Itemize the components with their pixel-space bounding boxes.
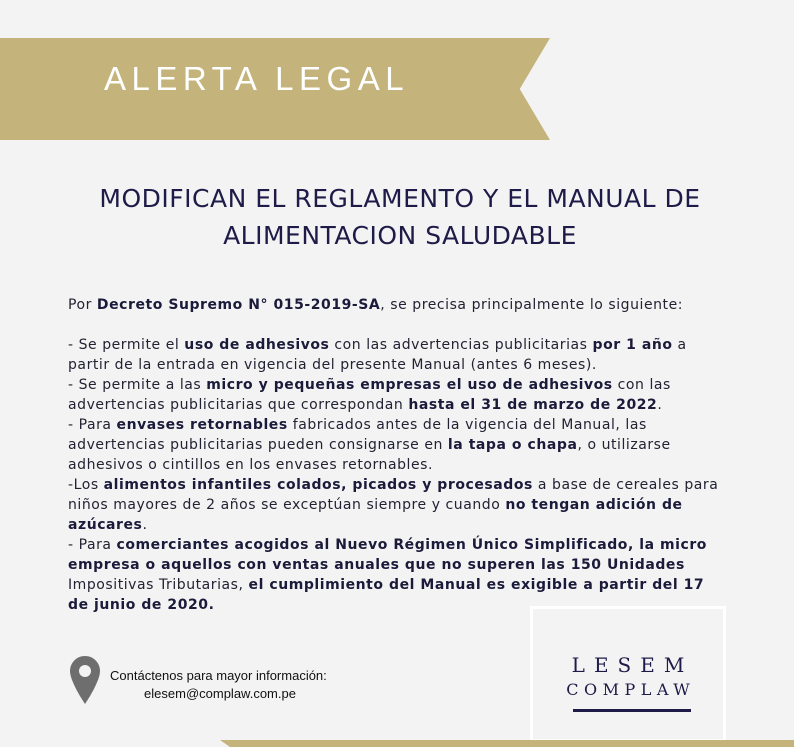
list-item: [68, 375, 720, 415]
alert-body: [68, 295, 720, 615]
item-text: - Para: [68, 537, 117, 553]
company-logo: [530, 606, 726, 742]
contact-label: Contáctenos para mayor información:: [110, 668, 327, 683]
headline-line-2: ALIMENTACION SALUDABLE: [223, 221, 577, 250]
item-bold: la tapa o chapa: [447, 437, 578, 453]
item-bold: micro y pequeñas empresas el uso de adhesivos: [206, 377, 613, 393]
location-pin-icon: [70, 656, 100, 704]
item-text: con las advertencias publicitarias que correspondan: [68, 377, 671, 413]
intro-post: , se precisa principalmente lo siguiente:: [380, 297, 684, 313]
intro-paragraph: [68, 295, 720, 315]
banner-title: ALERTA LEGAL: [104, 60, 410, 97]
item-text: , o utilizarse adhesivos o cintillos en los envases retornables.: [68, 437, 671, 473]
footer-band: [220, 740, 794, 747]
list-item: [68, 475, 720, 535]
logo-line-2: COMPLAW: [566, 680, 696, 699]
item-text: a partir de la entrada en vigencia del presente Manual (antes 6 meses).: [68, 337, 687, 373]
item-text: - Se permite el: [68, 337, 185, 353]
item-bold: hasta el 31 de marzo de 2022: [408, 397, 658, 413]
item-bold: el cumplimiento del Manual es exigible a partir del 17 de junio de 2020.: [68, 577, 705, 613]
item-text: Impositivas Tributarias,: [68, 577, 249, 593]
headline-line-1: MODIFICAN EL REGLAMENTO Y EL MANUAL DE: [99, 184, 701, 213]
item-text: .: [142, 517, 148, 533]
item-text: - Se permite a las: [68, 377, 207, 393]
list-item: [68, 535, 720, 615]
decree-reference: Decreto Supremo N° 015-2019-SA: [96, 297, 381, 313]
contact-block: [70, 656, 350, 706]
item-text: fabricados antes de la vigencia del Manual, las advertencias publicitarias pueden consignarse en: [68, 417, 647, 453]
list-item: [68, 415, 720, 475]
item-text: con las advertencias publicitarias: [329, 337, 593, 353]
headline: [60, 180, 740, 254]
item-bold: alimentos infantiles colados, picados y procesados: [103, 477, 533, 493]
contact-email[interactable]: elesem@complaw.com.pe: [144, 686, 296, 701]
item-bold: envases retornables: [116, 417, 288, 433]
logo-line-1: LESEM: [571, 653, 694, 677]
logo-underline: [573, 709, 691, 712]
intro-pre: Por: [68, 297, 97, 313]
item-bold: no tengan adición de azúcares: [68, 497, 683, 533]
item-text: -Los: [68, 477, 104, 493]
item-text: a base de cereales para niños mayores de 2 años se exceptúan siempre y cuando: [68, 477, 719, 513]
list-item: [68, 335, 720, 375]
item-bold: comerciantes acogidos al Nuevo Régimen Único Simplificado, la micro empresa o aquellos con ventas anuales que no superen las 150 Unidades: [68, 537, 707, 573]
item-text: .: [657, 397, 663, 413]
item-bold: uso de adhesivos: [184, 337, 330, 353]
item-text: - Para: [68, 417, 117, 433]
item-bold: por 1 año: [592, 337, 673, 353]
